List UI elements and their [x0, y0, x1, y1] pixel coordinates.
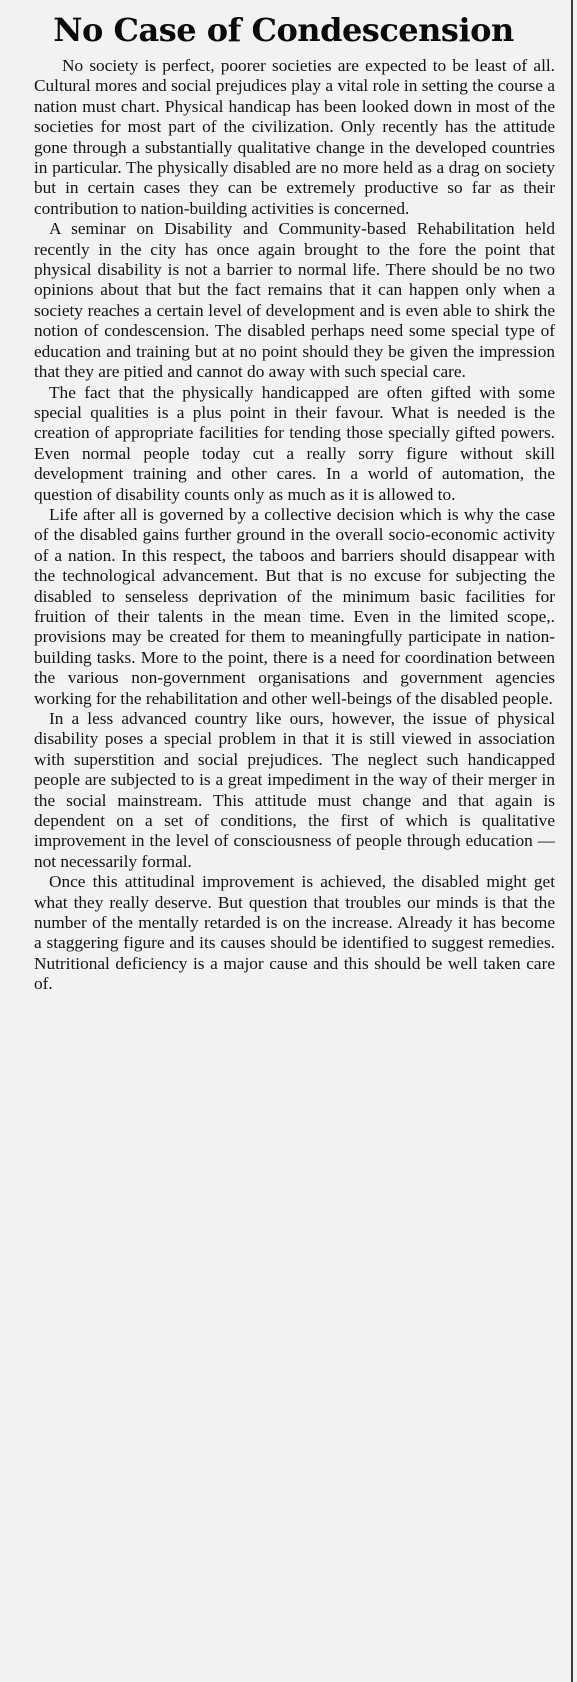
article-body [12, 56, 555, 995]
headline: No Case of Condescension [53, 11, 514, 49]
paragraph-2: A seminar on Disability and Community-based Rehabilitation held recently in the city has once again brought to the fore the point that physical disability is not a barrier to normal life. There should be no two opinions about that but the fact remains that it can happen only when a society reaches a certain level of development and is even able to shirk the notion of condescension. The disabled perhaps need some special type of education and training but at no point should they be given the impression that they are pitied and cannot do away with such special care. [34, 219, 555, 382]
paragraph-6: Once this attitudinal improvement is achieved, the disabled might get what they really deserve. But question that troubles our minds is that the number of the mentally retarded is on the increase. Already it has become a staggering figure and its causes should be identified to suggest remedies. Nutritional deficiency is a major cause and this should be well taken care of. [34, 872, 555, 994]
paragraph-4: Life after all is governed by a collective decision which is why the case of the disabled gains further ground in the overall socio-economic activity of a nation. In this respect, the taboos and barriers should disappear with the technological advancement. But that is no excuse for subjecting the disabled to senseless deprivation of the minimum basic facilities for fruition of their talents in the mean time. Even in the limited scope,. provisions may be created for them to meaningfully participate in nation-building tasks. More to the point, there is a need for coordination between the various non-government organisations and government agencies working for the rehabilitation and other well-beings of the disabled people. [34, 504, 555, 708]
paragraph-3: The fact that the physically handicapped are often gifted with some special qualities is a plus point in their favour. What is needed is the creation of appropriate facilities for tending those specially gifted powers. Even normal people today cut a really sorry figure without skill development training and other cares. In a world of automation, the question of disability counts only as much as it is allowed to. [34, 382, 555, 504]
paragraph-1: No society is perfect, poorer societies are expected to be least of all. Cultural mores and social prejudices play a vital role in setting the course a nation must chart. Physical handicap has been looked down in most of the societies for most part of the civilization. Only recently has the attitude gone through a substantially qualitative change in the developed countries in particular. The physically disabled are no more held as a drag on society but in certain cases they can be extremely productive so far as their contribution to nation-building activities is concerned. [34, 56, 555, 218]
column-rule [571, 0, 573, 1682]
paragraph-5: In a less advanced country like ours, however, the issue of physical disability poses a special problem in that it is still viewed in association with superstition and social prejudices. The neglect such handicapped people are subjected to is a great impediment in the way of their merger in the social mainstream. This attitude must change and that again is dependent on a set of conditions, the first of which is qualitative improvement in the level of consciousness of people through education —not necessarily formal. [34, 709, 555, 871]
